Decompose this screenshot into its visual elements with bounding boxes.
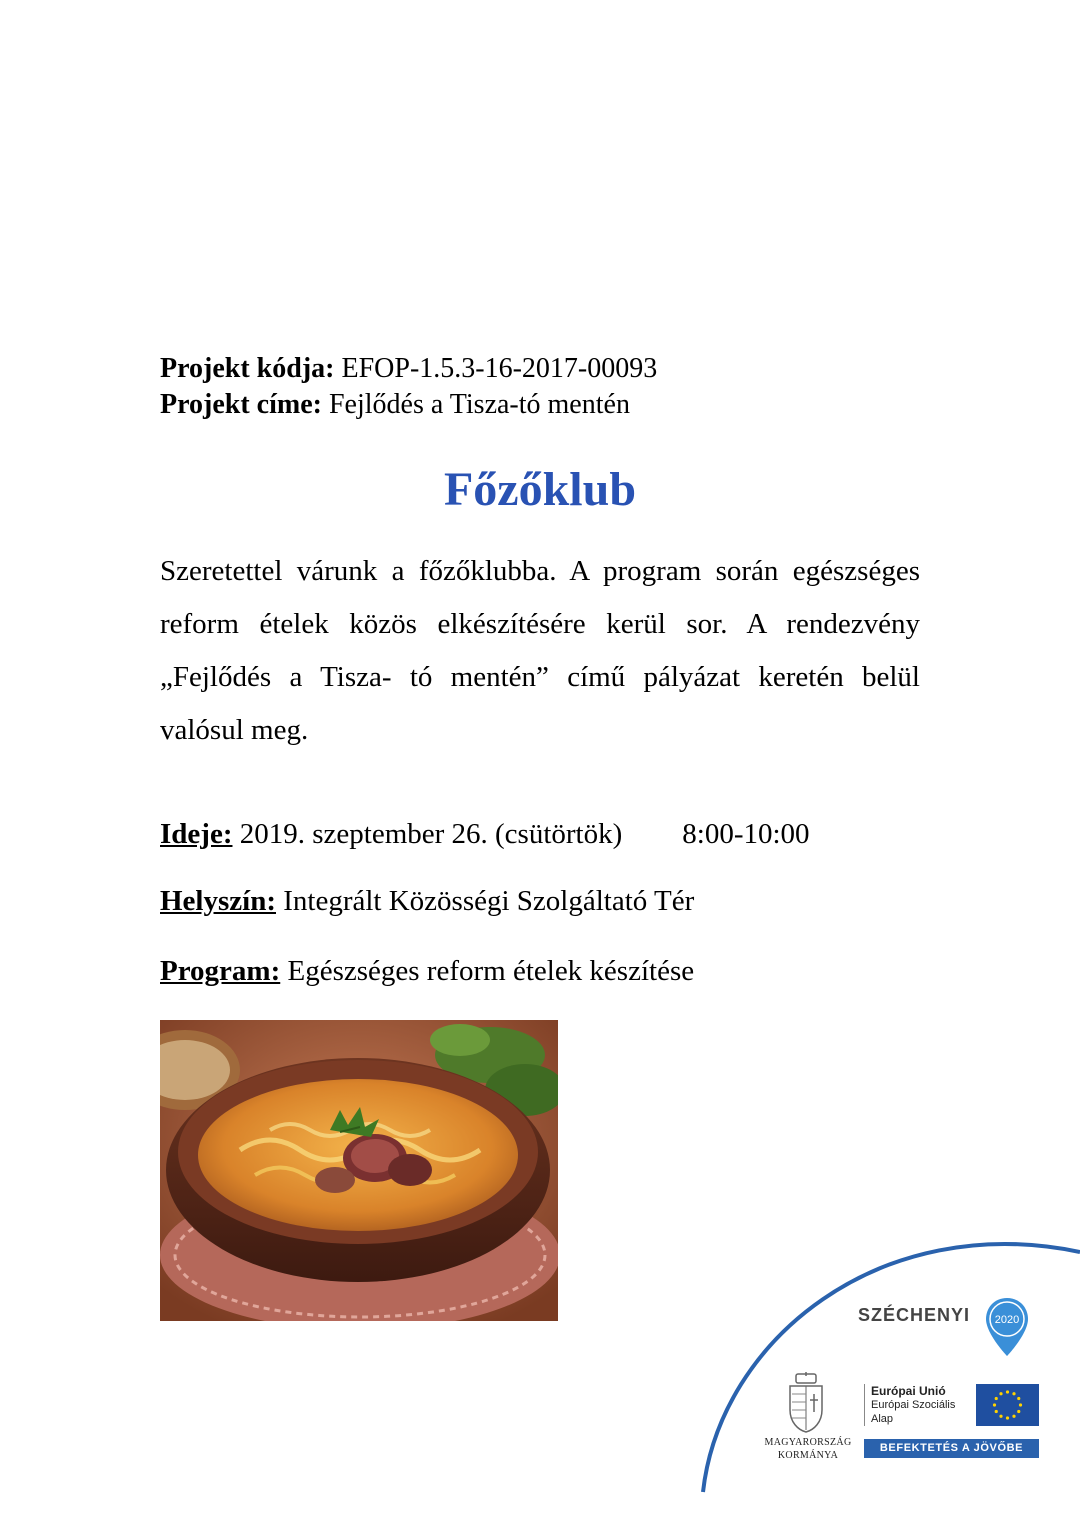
szechenyi-year: 2020: [994, 1314, 1020, 1326]
eu-star-icon: [995, 1397, 998, 1400]
location-pin-icon: [984, 1296, 1030, 1358]
project-code-value: EFOP-1.5.3-16-2017-00093: [334, 353, 658, 384]
time-value: 8:00-10:00: [682, 818, 810, 850]
soup-photo: [160, 1020, 558, 1321]
government-logo-text: [762, 1436, 854, 1462]
date-label: Ideje:: [160, 818, 233, 850]
place-value: Integrált Közösségi Szolgáltató Tér: [276, 885, 695, 917]
event-date: [160, 816, 810, 852]
eu-star-icon: [993, 1403, 996, 1406]
program-label: Program:: [160, 955, 281, 987]
place-label: Helyszín:: [160, 885, 276, 917]
eu-star-icon: [1006, 1416, 1009, 1419]
government-line-2: KORMÁNYA: [777, 1450, 839, 1461]
project-title-value: Fejlődés a Tisza-tó mentén: [321, 389, 630, 420]
eu-star-icon: [999, 1392, 1002, 1395]
eu-flag-icon: [976, 1384, 1039, 1426]
event-program: [160, 953, 694, 989]
eu-star-icon: [1012, 1392, 1015, 1395]
project-code-label: Projekt kódja:: [160, 353, 335, 384]
eu-star-icon: [1017, 1397, 1020, 1400]
eu-fund-line-1: Európai Szociális: [871, 1399, 956, 1411]
event-place: [160, 883, 694, 919]
project-title: [160, 388, 630, 422]
intro-paragraph: Szeretettel várunk a főzőklubba. A program során egészséges reform ételek közös elkészítésére kerül sor. A rendezvény „Fejlődés a Tisza- tó mentén” című pályázat keretén belül valósul meg.: [160, 555, 920, 746]
project-title-label: Projekt címe:: [160, 389, 322, 420]
project-code: [160, 352, 657, 386]
soup-bowl-image: [160, 1020, 558, 1321]
eu-star-icon: [999, 1415, 1002, 1418]
page-title: Főzőklub: [443, 463, 637, 516]
eu-fund-line-2: Alap: [871, 1413, 894, 1425]
eu-star-icon: [995, 1410, 998, 1413]
date-value: 2019. szeptember 26. (csütörtök): [232, 818, 623, 850]
invest-banner: BEFEKTETÉS A JÖVŐBE: [864, 1439, 1039, 1458]
eu-star-icon: [1006, 1390, 1009, 1393]
eu-star-icon: [1017, 1410, 1020, 1413]
szechenyi-logo-text: SZÉCHENYI: [858, 1305, 971, 1325]
eu-fund-text: [864, 1384, 955, 1426]
eu-name: Európai Unió: [871, 1384, 946, 1398]
program-value: Egészséges reform ételek készítése: [280, 955, 695, 987]
eu-star-icon: [1012, 1415, 1015, 1418]
coat-of-arms-icon: [784, 1372, 828, 1434]
government-line-1: MAGYARORSZÁG: [764, 1437, 852, 1448]
eu-star-icon: [1019, 1403, 1022, 1406]
